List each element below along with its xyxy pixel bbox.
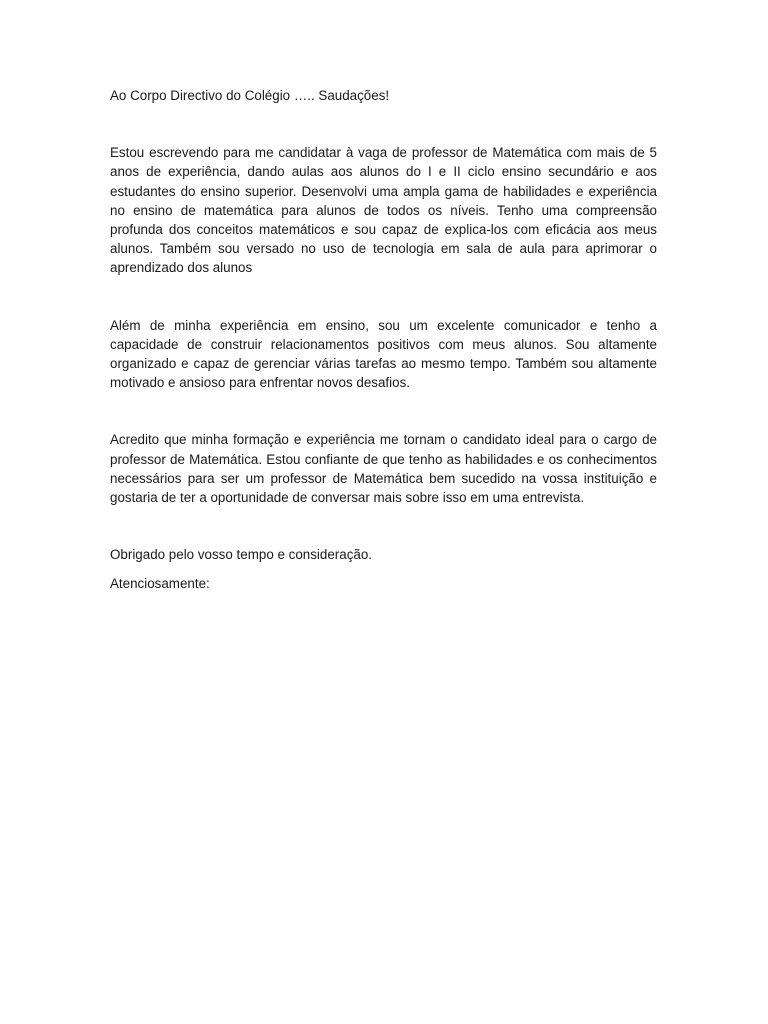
paragraph-spacer xyxy=(110,278,657,316)
paragraph-spacer xyxy=(110,105,657,143)
letter-paragraph-3: Acredito que minha formação e experiência me tornam o candidato ideal para o cargo de professor de Matemática. Estou confiante de que tenho as habilidades e os conhecimentos necessários para ser um professor de Matemática bem sucedido na vossa instituição e gostaria de ter a oportunidade de conversar mais sobre isso em uma entrevista. xyxy=(110,432,657,506)
letter-body xyxy=(110,86,657,594)
letter-closing: Atenciosamente: xyxy=(110,576,210,592)
paragraph-spacer xyxy=(110,564,657,574)
letter-salutation: Ao Corpo Directivo do Colégio ….. Saudações! xyxy=(110,88,390,103)
paragraph-spacer xyxy=(110,392,657,430)
paragraph-spacer xyxy=(110,507,657,545)
letter-paragraph-1: Estou escrevendo para me candidatar à vaga de professor de Matemática com mais de 5 anos de experiência, dando aulas aos alunos do I e II ciclo ensino secundário e aos estudantes do ensino superior. Desenvolvi uma ampla gama de habilidades e experiência no ensino de matemática para alunos de todos os níveis. Tenho uma compreensão profunda dos conceitos matemáticos e sou capaz de explica-los com eficácia aos meus alunos. Também sou versado no uso de tecnologia em sala de aula para aprimorar o aprendizado dos alunos xyxy=(110,145,657,276)
letter-thanks: Obrigado pelo vosso tempo e consideração. xyxy=(110,547,373,563)
letter-paragraph-2: Além de minha experiência em ensino, sou um excelente comunicador e tenho a capacidade de construir relacionamentos positivos com meus alunos. Sou altamente organizado e capaz de gerenciar várias tarefas ao mesmo tempo. Também sou altamente motivado e ansioso para enfrentar novos desafios. xyxy=(110,317,657,391)
